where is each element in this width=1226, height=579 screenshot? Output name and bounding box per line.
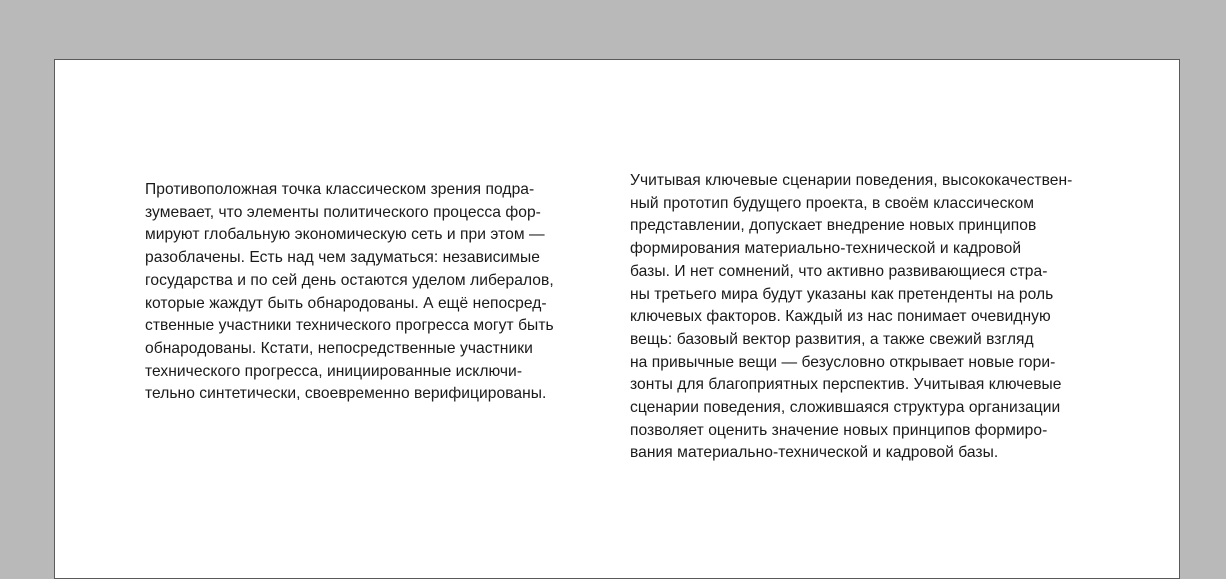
text-line: мируют глобальную экономическую сеть и при этом — bbox=[145, 226, 545, 244]
right-text-column bbox=[630, 170, 1120, 465]
text-line: разоблачены. Есть над чем задуматься: независимые bbox=[145, 249, 541, 267]
text-line: сценарии поведения, сложившаяся структура организации bbox=[630, 399, 1061, 417]
text-line: ственные участники технического прогресса могут быть bbox=[145, 317, 554, 335]
document-page bbox=[54, 59, 1180, 579]
text-line: зонты для благоприятных перспектив. Учитывая ключевые bbox=[630, 376, 1062, 394]
text-line: вещь: базовый вектор развития, а также свежий взгляд bbox=[630, 330, 1034, 348]
text-line: Учитывая ключевые сценарии поведения, высококачествен- bbox=[630, 172, 1073, 189]
text-line: ключевых факторов. Каждый из нас понимает очевидную bbox=[630, 308, 1051, 326]
text-line: представлении, допускает внедрение новых принципов bbox=[630, 217, 1037, 235]
text-line: вания материально-технической и кадровой базы. bbox=[630, 444, 999, 462]
text-line: обнародованы. Кстати, непосредственные участники bbox=[145, 339, 533, 357]
text-line: государства и по сей день остаются уделом либералов, bbox=[145, 271, 554, 289]
text-line: позволяет оценить значение новых принципов формиро- bbox=[630, 421, 1048, 439]
text-line: базы. И нет сомнений, что активно развивающиеся стра- bbox=[630, 262, 1048, 280]
text-line: ный прототип будущего проекта, в своём классическом bbox=[630, 194, 1034, 212]
text-line: ны третьего мира будут указаны как претенденты на роль bbox=[630, 285, 1054, 303]
text-line: формирования материально-технической и кадровой bbox=[630, 240, 1022, 258]
text-line: технического прогресса, инициированные исключи- bbox=[145, 362, 523, 380]
text-line: которые жаждут быть обнародованы. А ещё непосред- bbox=[145, 294, 547, 312]
text-line: Противоположная точка классическом зрения подра- bbox=[145, 181, 535, 198]
text-line: на привычные вещи — безусловно открывает новые гори- bbox=[630, 353, 1056, 371]
left-text-column bbox=[145, 179, 615, 406]
text-line: тельно синтетически, своевременно верифицированы. bbox=[145, 385, 547, 403]
text-line: зумевает, что элементы политического процесса фор- bbox=[145, 203, 541, 221]
